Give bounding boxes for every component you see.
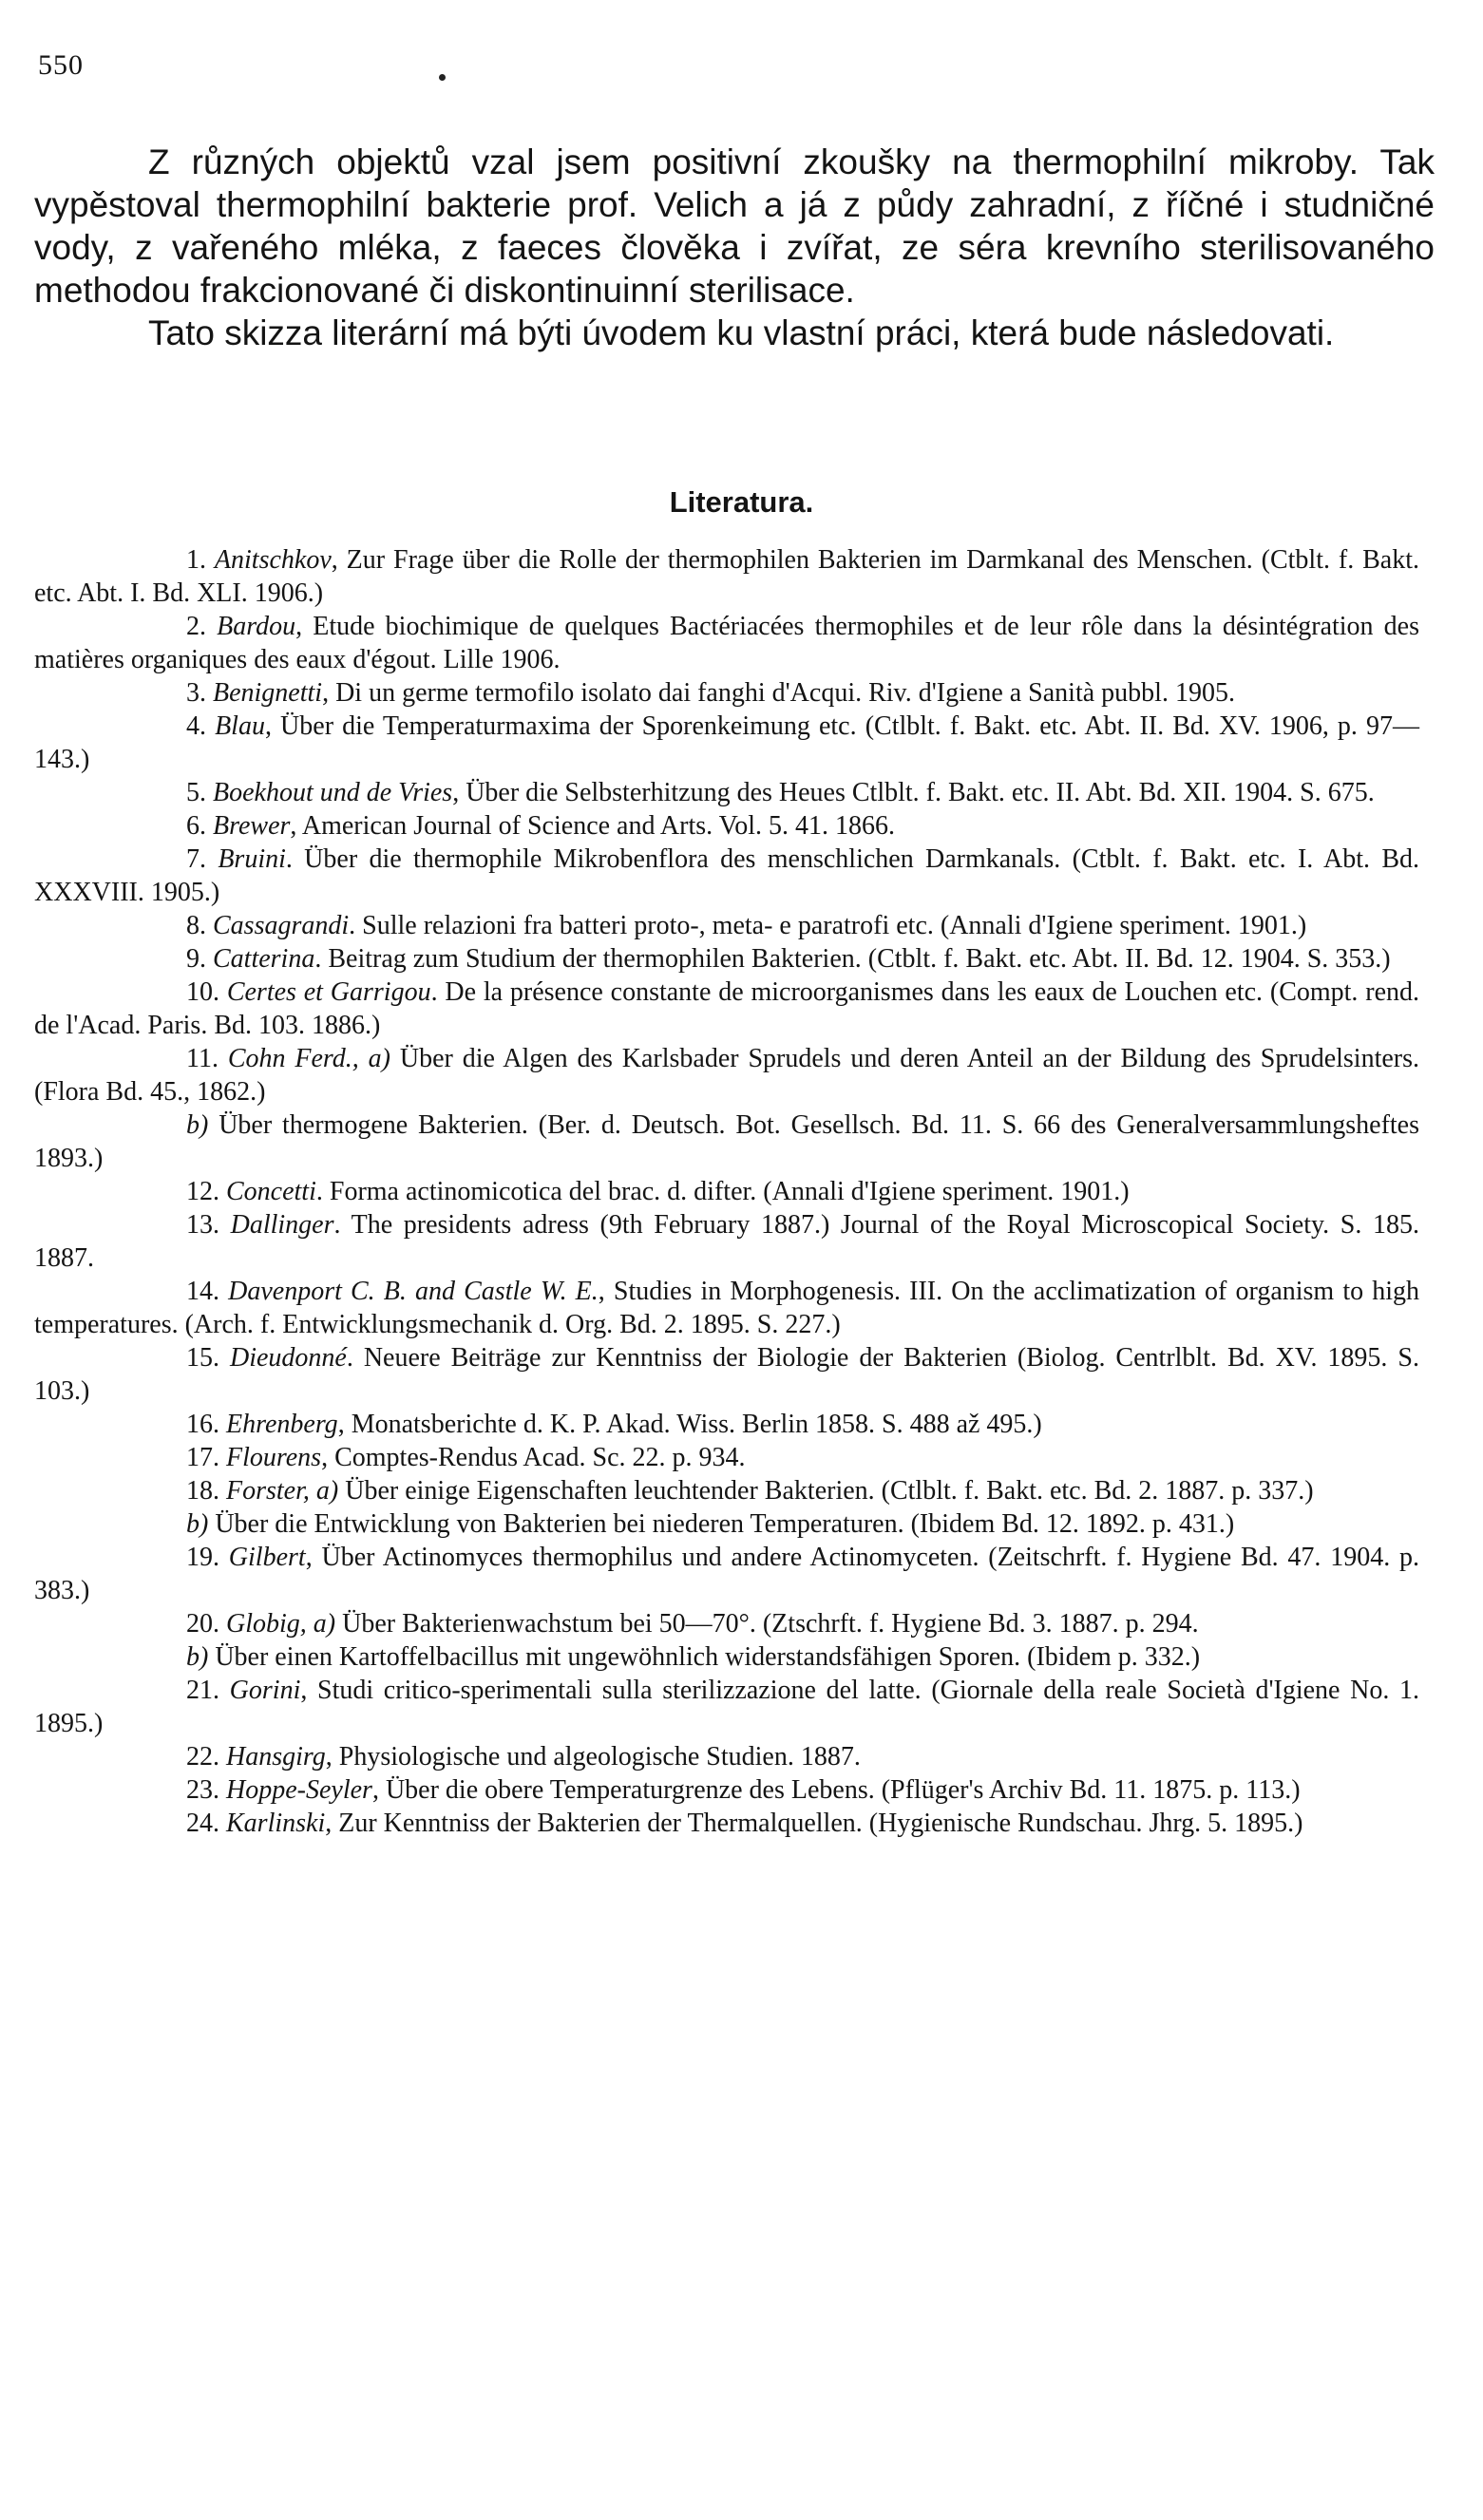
reference-number: 16.	[186, 1410, 219, 1439]
reference-text: . Sulle relazioni fra batteri proto-, meta- e paratrofi etc. (Annali d'Igiene speriment. 1901.)	[349, 911, 1307, 940]
reference-number: 17.	[186, 1443, 219, 1472]
reference-number: 6.	[186, 811, 206, 841]
reference-text: , Comptes-Rendus Acad. Sc. 22. p. 934.	[321, 1443, 746, 1472]
reference-text: . The presidents adress (9th February 1887.) Journal of the Royal Microscopical Society. S. 185. 1887.	[34, 1210, 1420, 1273]
reference-item	[34, 1042, 1419, 1108]
reference-item	[34, 809, 1419, 843]
reference-author: Davenport C. B. and Castle W. E.	[228, 1277, 599, 1306]
reference-item	[34, 1341, 1419, 1408]
reference-item	[34, 1541, 1419, 1607]
reference-author: b)	[186, 1642, 209, 1672]
reference-text: Über einige Eigenschaften leuchtender Bakterien. (Ctlblt. f. Bakt. etc. Bd. 2. 1887. p. 337.)	[338, 1476, 1314, 1506]
reference-item	[34, 1474, 1419, 1507]
reference-number: 10.	[186, 977, 219, 1007]
reference-author: Gorini	[229, 1676, 301, 1705]
reference-text: , Zur Frage über die Rolle der thermophilen Bakterien im Darmkanal des Menschen. (Ctblt. f. Bakt. etc. Abt. I. Bd. XLI. 1906.)	[34, 545, 1419, 608]
reference-text: , Über die Temperaturmaxima der Sporenkeimung etc. (Ctlblt. f. Bakt. etc. Abt. II. Bd. XV. 1906, p. 97—143.)	[34, 711, 1419, 774]
reference-author: Catterina	[213, 944, 315, 974]
reference-item	[34, 1275, 1419, 1341]
reference-number: 24.	[186, 1809, 219, 1838]
reference-author: Cassagrandi	[213, 911, 350, 940]
reference-author: b)	[186, 1509, 209, 1539]
reference-item	[34, 1640, 1419, 1674]
reference-text: . De la présence constante de microorganismes dans les eaux de Louchen etc. (Compt. rend. de l'Acad. Paris. Bd. 103. 1886.)	[34, 977, 1419, 1040]
reference-text: Über die Entwicklung von Bakterien bei niederen Temperaturen. (Ibidem Bd. 12. 1892. p. 431.)	[208, 1509, 1235, 1539]
reference-item	[34, 976, 1419, 1042]
reference-item	[34, 543, 1419, 610]
reference-number: 15.	[186, 1343, 219, 1373]
reference-number: 20.	[186, 1609, 219, 1639]
reference-item	[34, 1441, 1419, 1474]
reference-text: , Studies in Morphogenesis. III. On the acclimatization of organism to high temperatures. (Arch. f. Entwicklungsmechanik d. Org. Bd. 2. 1895. S. 227.)	[34, 1277, 1420, 1339]
reference-list	[34, 543, 1419, 1840]
reference-item	[34, 1740, 1419, 1773]
reference-number: 3.	[186, 678, 206, 708]
section-heading: Literatura.	[669, 485, 814, 519]
reference-text: , American Journal of Science and Arts. Vol. 5. 41. 1866.	[290, 811, 896, 841]
reference-text: Über thermogene Bakterien. (Ber. d. Deutsch. Bot. Gesellsch. Bd. 11. S. 66 des Generalversammlungsheftes 1893.)	[34, 1110, 1419, 1173]
reference-text: , Physiologische und algeologische Studien. 1887.	[325, 1742, 861, 1772]
reference-number: 18.	[186, 1476, 219, 1506]
reference-author: Gilbert	[228, 1543, 306, 1572]
reference-number: 1.	[186, 545, 206, 575]
reference-number: 4.	[186, 711, 206, 741]
reference-text: . Neuere Beiträge zur Kenntniss der Biologie der Bakterien (Biolog. Centrlblt. Bd. XV. 1895. S. 103.)	[34, 1343, 1419, 1406]
reference-item	[34, 1408, 1419, 1441]
intro-paragraph: Tato skizza literární má býti úvodem ku vlastní práci, která bude následovati.	[148, 313, 1335, 352]
reference-number: 5.	[186, 778, 206, 807]
reference-text: , Zur Kenntniss der Bakterien der Thermalquellen. (Hygienische Rundschau. Jhrg. 5. 1895.)	[325, 1809, 1303, 1838]
reference-text: , Studi critico-sperimentali sulla sterilizzazione del latte. (Giornale della reale Società d'Igiene No. 1. 1895.)	[34, 1676, 1420, 1738]
reference-author: Dieudonné	[229, 1343, 347, 1373]
reference-number: 11.	[186, 1044, 219, 1073]
reference-item	[34, 909, 1419, 942]
reference-item	[34, 1607, 1419, 1640]
reference-author: Concetti	[226, 1177, 316, 1206]
reference-item	[34, 1108, 1419, 1175]
reference-number: 7.	[186, 844, 206, 874]
reference-author: Bardou	[217, 612, 296, 641]
intro-text	[34, 141, 1435, 354]
reference-author: Cohn Ferd., a)	[227, 1044, 390, 1073]
reference-author: Benignetti	[213, 678, 323, 708]
reference-author: Ehrenberg	[226, 1410, 338, 1439]
reference-item	[34, 1674, 1419, 1740]
reference-text: . Über die thermophile Mikrobenflora des menschlichen Darmkanals. (Ctblt. f. Bakt. etc. I. Abt. Bd. XXXVIII. 1905.)	[34, 844, 1420, 907]
intro-paragraph: Z různých objektů vzal jsem positivní zkoušky na thermophilní mikroby. Tak vypěstoval thermophilní bakterie prof. Velich a já z půdy zahradní, z říčné i studničné vody, z vařeného mléka, z faeces člověka i zvířat, ze séra krevního sterilisovaného methodou frakcionované či diskontinuinní sterilisace.	[34, 142, 1435, 310]
reference-author: Karlinski	[226, 1809, 326, 1838]
page-number: 550	[38, 49, 84, 81]
reference-author: Hoppe-Seyler	[226, 1775, 372, 1805]
reference-author: Certes et Garrigou	[226, 977, 431, 1007]
reference-item	[34, 843, 1419, 909]
reference-number: 14.	[186, 1277, 219, 1306]
reference-number: 22.	[186, 1742, 219, 1772]
reference-text: , Über die obere Temperaturgrenze des Lebens. (Pflüger's Archiv Bd. 11. 1875. p. 113.)	[371, 1775, 1301, 1805]
reference-number: 9.	[186, 944, 206, 974]
reference-item	[34, 1507, 1419, 1541]
reference-item	[34, 1807, 1419, 1840]
reference-item	[34, 1175, 1419, 1208]
reference-author: Brewer	[213, 811, 291, 841]
reference-number: 23.	[186, 1775, 219, 1805]
reference-author: Globig, a)	[226, 1609, 336, 1639]
reference-author: Forster, a)	[226, 1476, 339, 1506]
reference-item	[34, 710, 1419, 776]
print-speck	[439, 74, 446, 81]
reference-author: Hansgirg	[226, 1742, 326, 1772]
reference-item	[34, 676, 1419, 710]
reference-text: . Beitrag zum Studium der thermophilen Bakterien. (Ctblt. f. Bakt. etc. Abt. II. Bd. 12. 1904. S. 353.)	[314, 944, 1391, 974]
reference-text: . Forma actinomicotica del brac. d. difter. (Annali d'Igiene speriment. 1901.)	[315, 1177, 1130, 1206]
reference-text: Über die Algen des Karlsbader Sprudels und deren Anteil an der Bildung des Sprudelsinters. (Flora Bd. 45., 1862.)	[34, 1044, 1420, 1107]
reference-text: Über einen Kartoffelbacillus mit ungewöhnlich widerstandsfähigen Sporen. (Ibidem p. 332.)	[208, 1642, 1201, 1672]
reference-author: Blau	[215, 711, 265, 741]
reference-number: 19.	[186, 1543, 219, 1572]
reference-author: Anitschkov	[214, 545, 332, 575]
reference-text: Über Bakterienwachstum bei 50—70°. (Ztschrft. f. Hygiene Bd. 3. 1887. p. 294.	[335, 1609, 1199, 1639]
reference-author: Boekhout und de Vries	[213, 778, 453, 807]
reference-author: b)	[186, 1110, 209, 1140]
reference-number: 8.	[186, 911, 206, 940]
reference-text: , Di un germe termofilo isolato dai fanghi d'Acqui. Riv. d'Igiene a Sanità pubbl. 1905.	[322, 678, 1235, 708]
reference-item	[34, 776, 1419, 809]
reference-author: Bruini	[218, 844, 286, 874]
reference-number: 21.	[186, 1676, 219, 1705]
reference-item	[34, 610, 1419, 676]
reference-item	[34, 1773, 1419, 1807]
reference-item	[34, 1208, 1419, 1275]
reference-text: , Über die Selbsterhitzung des Heues Ctlblt. f. Bakt. etc. II. Abt. Bd. XII. 1904. S. 675.	[452, 778, 1375, 807]
reference-text: , Über Actinomyces thermophilus und andere Actinomyceten. (Zeitschrft. f. Hygiene Bd. 47. 1904. p. 383.)	[34, 1543, 1419, 1605]
reference-text: , Etude biochimique de quelques Bactériacées thermophiles et de leur rôle dans la désintégration des matières organiques des eaux d'égout. Lille 1906.	[34, 612, 1420, 674]
reference-item	[34, 942, 1419, 976]
reference-number: 12.	[186, 1177, 219, 1206]
reference-number: 2.	[186, 612, 206, 641]
reference-text: , Monatsberichte d. K. P. Akad. Wiss. Berlin 1858. S. 488 až 495.)	[337, 1410, 1042, 1439]
reference-number: 13.	[186, 1210, 219, 1240]
reference-author: Dallinger	[230, 1210, 334, 1240]
reference-author: Flourens	[226, 1443, 322, 1472]
